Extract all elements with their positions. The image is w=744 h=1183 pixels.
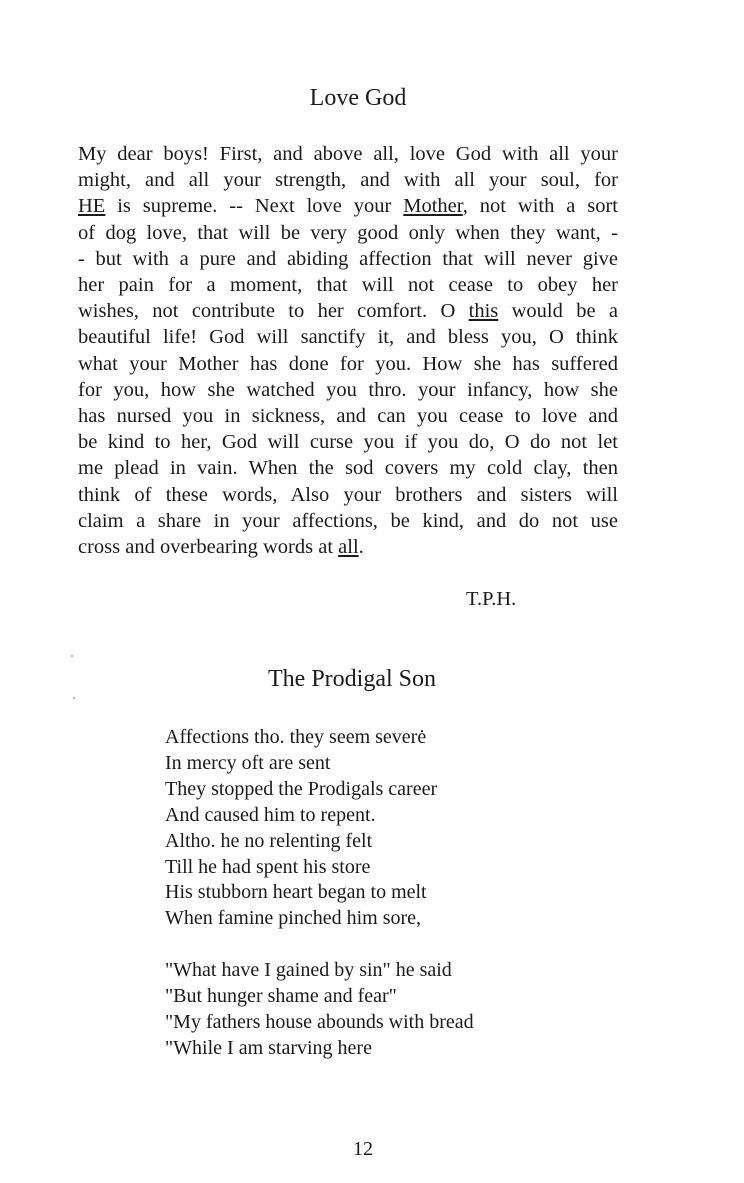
underlined-word: HE	[78, 195, 106, 218]
text-run: might, and all your strength, and with all your soul, for	[78, 169, 618, 192]
paragraph-line	[78, 167, 618, 193]
underlined-word: this	[468, 300, 499, 323]
poem-line: His stubborn heart began to melt	[165, 881, 427, 904]
poem-line: They stopped the Prodigals career	[165, 777, 438, 800]
text-run: me plead in vain. When the sod covers my cold clay, then	[78, 457, 618, 480]
scan-speck	[71, 655, 73, 657]
text-run: beautiful life! God will sanctify it, and bless you, O think	[78, 326, 618, 349]
paragraph-line	[78, 272, 618, 298]
poem-line: Affections tho. they seem severė	[165, 726, 427, 748]
paragraph-line	[78, 403, 618, 429]
page-number: 12	[353, 1138, 373, 1160]
paragraph-line	[78, 455, 618, 481]
text-run: be kind to her, God will curse you if you do, O do not let	[78, 431, 618, 454]
poem-line: And caused him to repent.	[165, 803, 376, 826]
poem-line: Altho. he no relenting felt	[165, 829, 373, 852]
underlined-word: Mother	[403, 195, 463, 218]
text-run: what your Mother has done for you. How she has suffered	[78, 352, 618, 375]
paragraph-line	[78, 377, 618, 403]
text-run: claim a share in your affections, be kind, and do not use	[78, 509, 618, 532]
poem-stanza-1	[165, 725, 437, 932]
text-run: wishes, not contribute to her comfort. O	[78, 300, 469, 323]
text-run: for you, how she watched you thro. your infancy, how she	[78, 378, 618, 401]
paragraph-line	[78, 429, 618, 455]
paragraph-line	[78, 141, 618, 167]
poem-line: "But hunger shame and fear"	[165, 984, 397, 1007]
poem-line: "What have I gained by sin" he said	[165, 959, 452, 981]
poem-stanza-2	[165, 958, 474, 1062]
text-run: has nursed you in sickness, and can you cease to love and	[78, 405, 618, 428]
text-run: - but with a pure and abiding affection that will never give	[78, 247, 618, 270]
paragraph-line	[78, 534, 618, 560]
poem-line: "While I am starving here	[165, 1036, 372, 1059]
poem-line: "My fathers house abounds with bread	[165, 1010, 474, 1033]
poem-line: When famine pinched him sore,	[165, 907, 422, 930]
paragraph-line	[78, 298, 618, 324]
text-run: would be a	[498, 300, 618, 323]
text-run: , not with a sort	[462, 195, 618, 218]
text-run: .	[358, 536, 364, 559]
signature-initials: T.P.H.	[466, 588, 517, 610]
paragraph-line	[78, 193, 618, 219]
paragraph-line	[78, 220, 618, 246]
poem-line: In mercy oft are sent	[165, 751, 331, 774]
text-run: is supreme. -- Next love your	[105, 195, 404, 218]
text-run: My dear boys! First, and above all, love God with all your	[78, 143, 618, 165]
poem-line: Till he had spent his store	[165, 855, 371, 878]
section-title-prodigal-son: The Prodigal Son	[268, 666, 436, 692]
text-run: think of these words, Also your brothers and sisters will	[78, 483, 618, 506]
paragraph-line	[78, 351, 618, 377]
paragraph-line	[78, 482, 618, 508]
paragraph-line	[78, 324, 618, 350]
paragraph-line	[78, 508, 618, 534]
text-run: her pain for a moment, that will not cease to obey her	[78, 274, 618, 297]
underlined-word: all	[338, 536, 359, 559]
paragraph-line	[78, 246, 618, 272]
section-title-love-god: Love God	[309, 85, 407, 111]
letter-paragraph	[78, 141, 618, 560]
text-run: of dog love, that will be very good only when they want, -	[78, 221, 618, 244]
scan-speck	[73, 697, 75, 699]
text-run: cross and overbearing words at	[78, 536, 339, 559]
